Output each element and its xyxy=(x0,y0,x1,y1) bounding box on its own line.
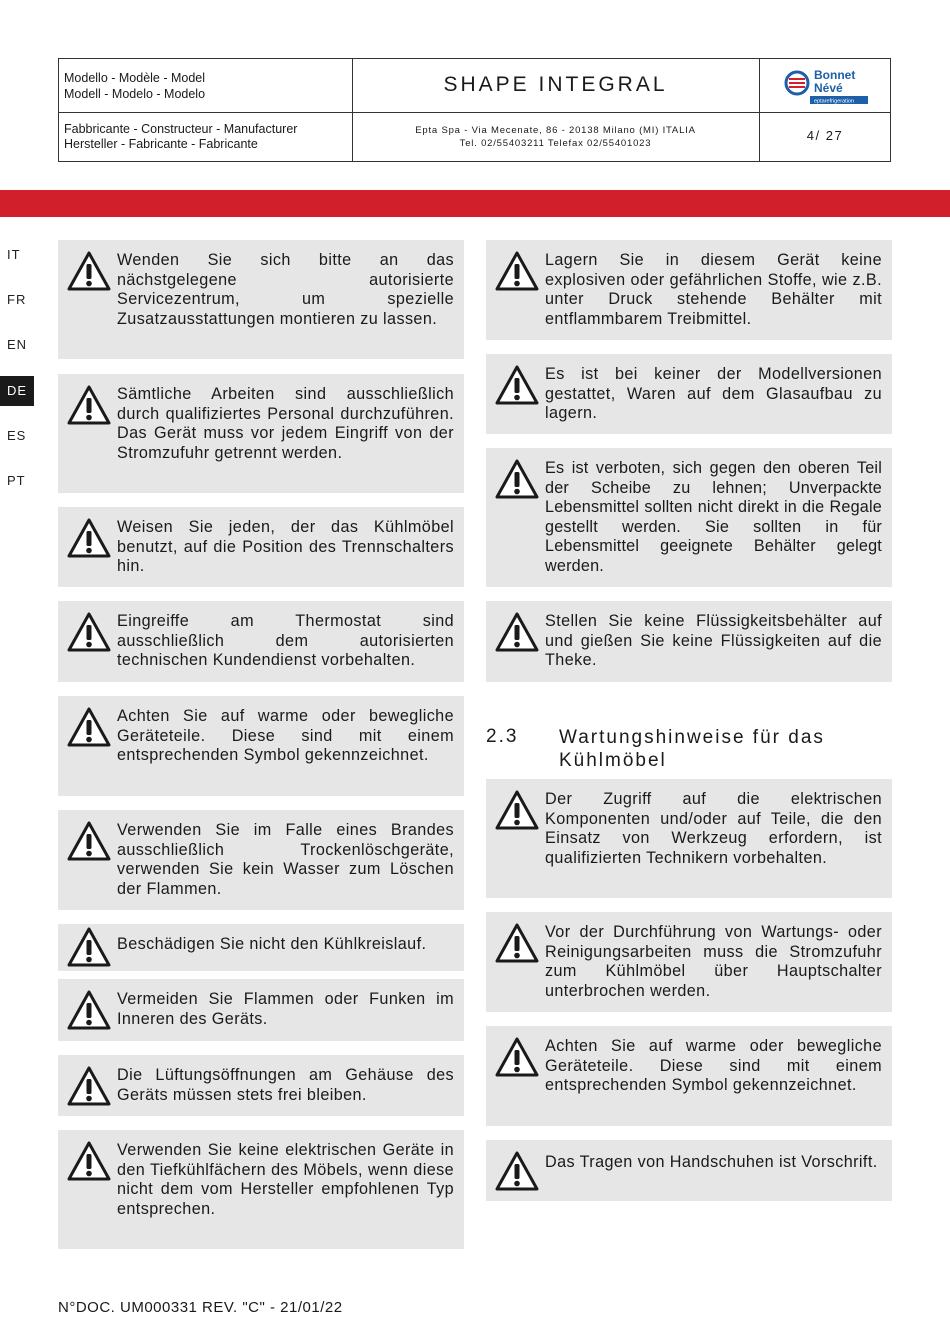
warning-box xyxy=(486,1026,892,1126)
warning-triangle-icon xyxy=(495,612,539,652)
warning-box xyxy=(486,601,892,682)
warning-text: Verwenden Sie im Falle eines Brandes ausschließlich Trockenlöschgeräte, verwenden Sie kein Wasser zum Löschen der Flammen. xyxy=(117,821,454,898)
warning-triangle-icon xyxy=(67,251,111,291)
product-name: SHAPE INTEGRAL xyxy=(443,73,668,96)
warning-box xyxy=(58,374,464,493)
tab-de[interactable]: DE xyxy=(0,376,34,406)
warning-text: Der Zugriff auf die elektrischen Komponenten und/oder auf Teile, die den Einsatz von Werkzeug erfordern, ist qualifizierten Technikern vorbehalten. xyxy=(545,790,882,867)
warning-triangle-icon xyxy=(67,518,111,558)
contact-line: Tel. 02/55403211 Telefax 02/55401023 xyxy=(459,138,652,149)
svg-text:Névé: Névé xyxy=(814,81,843,95)
svg-text:Bonnet: Bonnet xyxy=(814,68,856,82)
warning-triangle-icon xyxy=(495,459,539,499)
warning-triangle-icon xyxy=(495,365,539,405)
warning-box xyxy=(58,924,464,971)
warning-box xyxy=(58,1130,464,1249)
warning-text: Verwenden Sie keine elektrischen Geräte in den Tiefkühlfächern des Möbels, wenn diese nicht dem vom Hersteller empfohlenen Typ entsprechen. xyxy=(117,1141,454,1218)
svg-text:eptarefrigeration: eptarefrigeration xyxy=(814,98,855,105)
manufacturer-label-line: Hersteller - Fabricante - Fabricante xyxy=(64,137,258,151)
tab-en[interactable]: EN xyxy=(7,337,28,352)
warning-text: Beschädigen Sie nicht den Kühlkreislauf. xyxy=(117,935,427,953)
warning-triangle-icon xyxy=(67,1066,111,1106)
warning-triangle-icon xyxy=(495,1151,539,1191)
warning-box xyxy=(486,448,892,587)
warning-text: Weisen Sie jeden, der das Kühlmöbel benutzt, auf die Position des Trennschalters hin. xyxy=(117,518,454,575)
warning-text: Lagern Sie in diesem Gerät keine explosiven oder gefährlichen Stoffe, wie z.B. unter Druck stehende Behälter mit entflammbarem Treibmittel. xyxy=(545,251,882,328)
address-line: Epta Spa - Via Mecenate, 86 - 20138 Milano (MI) ITALIA xyxy=(415,125,696,136)
page-number: 4/ 27 xyxy=(806,128,844,143)
warning-text: Achten Sie auf warme oder bewegliche Geräteteile. Diese sind mit einem entsprechenden Symbol gekennzeichnet. xyxy=(545,1037,882,1094)
manufacturer-label-line: Fabbricante - Constructeur - Manufacturer xyxy=(64,122,298,136)
tab-fr[interactable]: FR xyxy=(7,292,27,307)
warning-triangle-icon xyxy=(67,1141,111,1181)
tab-pt[interactable]: PT xyxy=(7,473,26,488)
tab-es[interactable]: ES xyxy=(7,428,27,443)
warning-triangle-icon xyxy=(495,1037,539,1077)
warning-box xyxy=(58,979,464,1041)
warning-box xyxy=(58,240,464,359)
warning-box xyxy=(486,912,892,1012)
warning-triangle-icon xyxy=(67,612,111,652)
warning-text: Stellen Sie keine Flüssigkeitsbehälter auf und gießen Sie keine Flüssigkeiten auf die Theke. xyxy=(545,612,882,669)
manufacturer-label xyxy=(59,112,352,163)
warning-text: Achten Sie auf warme oder bewegliche Geräteteile. Diese sind mit einem entsprechenden Symbol gekennzeichnet. xyxy=(117,707,454,764)
manufacturer-address xyxy=(352,112,759,163)
warning-box xyxy=(58,507,464,587)
warning-box xyxy=(486,779,892,898)
warning-box xyxy=(58,810,464,910)
warning-triangle-icon xyxy=(495,923,539,963)
warning-triangle-icon xyxy=(67,927,111,967)
warning-box xyxy=(486,1140,892,1201)
section-number: 2.3 xyxy=(486,726,519,747)
tab-it[interactable]: IT xyxy=(7,247,21,262)
warning-triangle-icon xyxy=(67,821,111,861)
warning-box xyxy=(58,1055,464,1116)
warning-text: Es ist verboten, sich gegen den oberen Teil der Scheibe zu lehnen; Unverpackte Lebensmittel sollten nicht direkt in die Regale gestellt werden. Sie sollten in für Lebensmittel geeignete Behälter gelegt werden. xyxy=(545,459,882,575)
warning-triangle-icon xyxy=(495,251,539,291)
warning-triangle-icon xyxy=(67,707,111,747)
warning-triangle-icon xyxy=(495,790,539,830)
warning-text: Wenden Sie sich bitte an das nächstgelegene autorisierte Servicezentrum, um spezielle Zusatzausstattungen montieren zu lassen. xyxy=(117,251,454,328)
warning-box xyxy=(486,240,892,340)
model-label-line: Modello - Modèle - Model xyxy=(64,71,206,85)
warning-box xyxy=(486,354,892,434)
warning-text: Das Tragen von Handschuhen ist Vorschrift. xyxy=(545,1153,878,1171)
document-footer: N°DOC. UM000331 REV. "C" - 21/01/22 xyxy=(58,1299,343,1316)
warning-triangle-icon xyxy=(67,385,111,425)
warning-text: Sämtliche Arbeiten sind ausschließlich durch qualifiziertes Personal durchzuführen. Das Gerät muss vor jedem Eingriff von der Stromzufuhr getrennt werden. xyxy=(117,385,454,462)
brand-logo xyxy=(759,59,891,112)
document-header xyxy=(58,58,891,162)
warning-text: Vor der Durchführung von Wartungs- oder Reinigungsarbeiten muss die Stromzufuhr zum Kühlmöbel über Hauptschalter unterbrochen werden. xyxy=(545,923,882,1000)
red-band xyxy=(0,190,950,217)
warning-text: Es ist bei keiner der Modellversionen gestattet, Waren auf dem Glasaufbau zu lagern. xyxy=(545,365,882,422)
warning-text: Die Lüftungsöffnungen am Gehäuse des Geräts müssen stets frei bleiben. xyxy=(117,1066,454,1104)
warning-text: Eingreiffe am Thermostat sind ausschließlich dem autorisierten technischen Kundendienst vorbehalten. xyxy=(117,612,454,669)
section-title: Wartungshinweise für das Kühlmöbel xyxy=(559,727,825,771)
warning-box xyxy=(58,696,464,796)
model-label xyxy=(59,59,352,112)
warning-triangle-icon xyxy=(67,990,111,1030)
warning-box xyxy=(58,601,464,682)
warning-text: Vermeiden Sie Flammen oder Funken im Inneren des Geräts. xyxy=(117,990,454,1028)
model-label-line: Modell - Modelo - Modelo xyxy=(64,87,206,101)
